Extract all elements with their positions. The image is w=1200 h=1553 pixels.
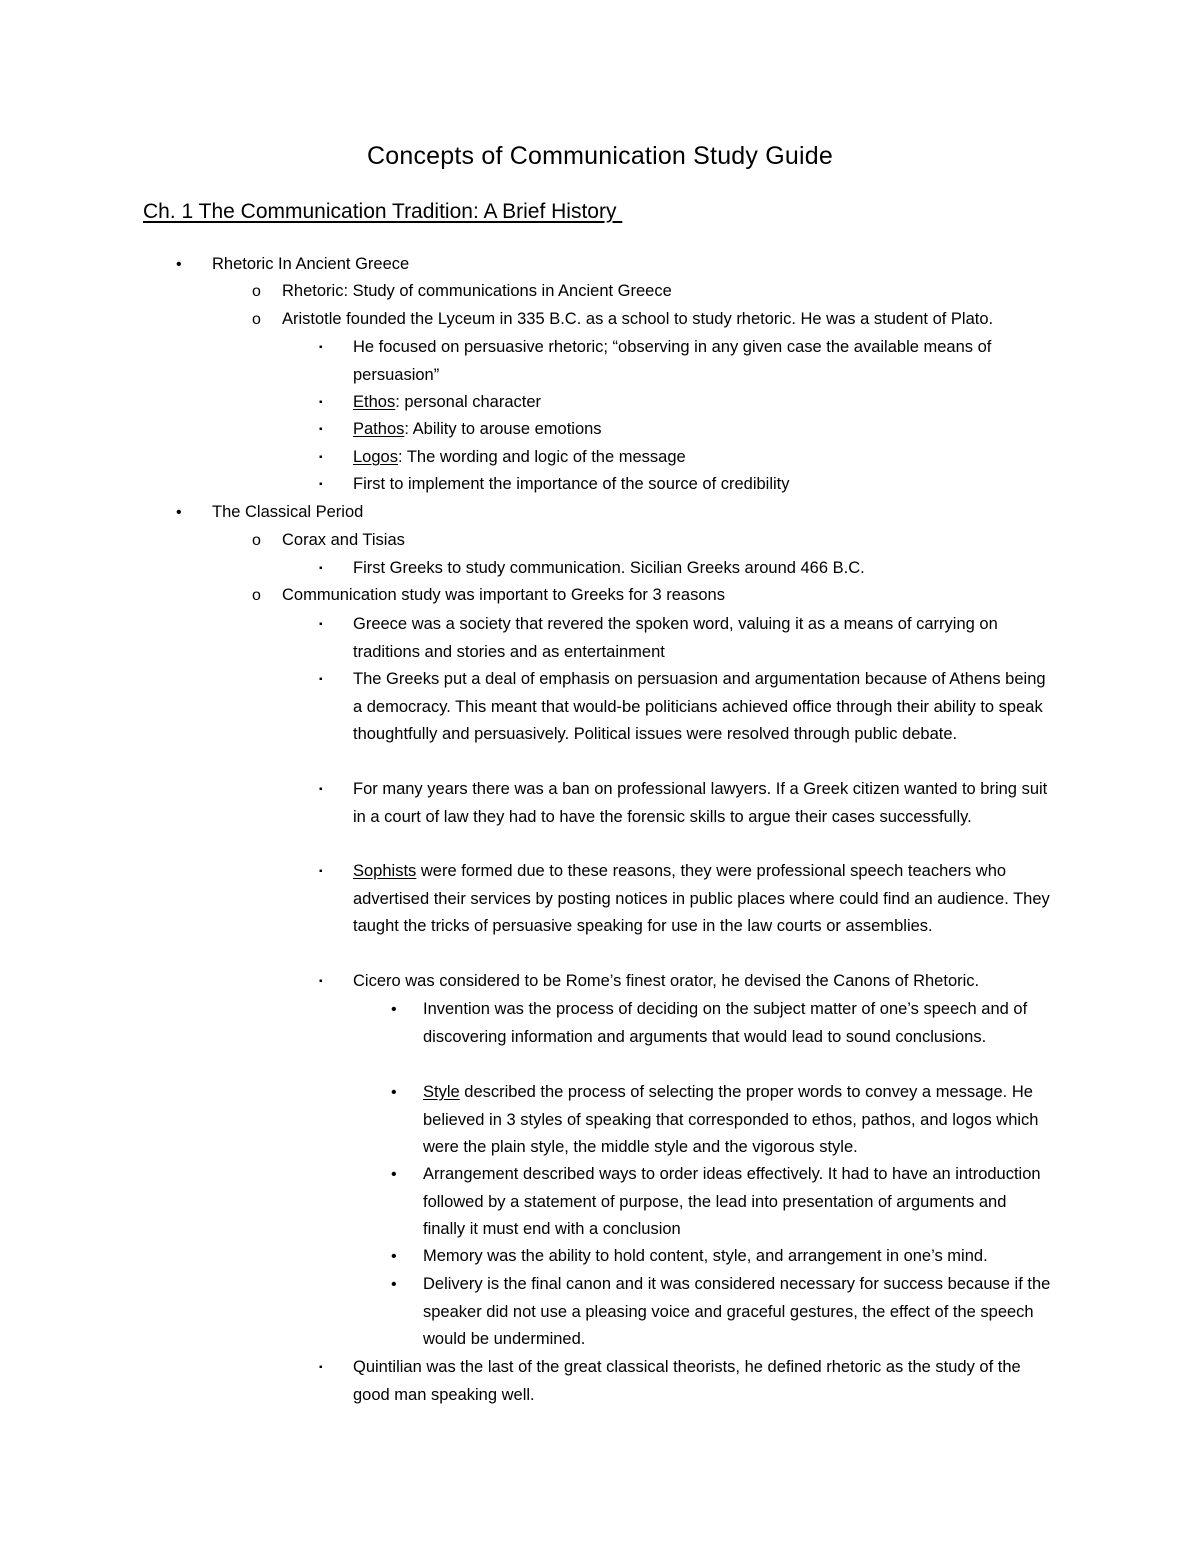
- bullet-marker: o: [252, 587, 261, 604]
- bullet-marker: ▪: [319, 479, 323, 490]
- bullet-marker: o: [252, 311, 261, 328]
- list-item: [391, 1079, 1053, 1162]
- list-item: [176, 499, 364, 527]
- list-item: [319, 444, 686, 472]
- list-item: [319, 1354, 1058, 1409]
- list-item-text: Arrangement described ways to order ideas effectively. It had to have an introduction followed by a statement of purpose, the lead into presentation of arguments and finally it must end with a conclusion: [423, 1165, 1041, 1238]
- list-item-text: First to implement the importance of the source of credibility: [353, 475, 790, 493]
- bullet-marker: ▪: [319, 674, 323, 685]
- list-item-text: The Greeks put a deal of emphasis on persuasion and argumentation because of Athens being a democracy. This meant that would-be politicians achieved office through their ability to speak thoughtfully and persuasively. Political issues were resolved through public debate.: [353, 670, 1046, 743]
- bullet-marker: •: [391, 1001, 397, 1018]
- list-item: [319, 389, 542, 417]
- list-item: [252, 582, 725, 610]
- list-item: [319, 555, 865, 583]
- bullet-marker: ▪: [319, 397, 323, 408]
- list-item: [391, 1161, 1053, 1244]
- list-item-text: Invention was the process of deciding on the subject matter of one’s speech and of discovering information and arguments that would lead to sound conclusions.: [423, 1000, 1028, 1046]
- term-sophists: Sophists: [353, 862, 417, 880]
- term-definition: described the process of selecting the proper words to convey a message. He believed in 3 styles of speaking that corresponded to ethos, pathos, and logos which were the plain style, the middle style and the vigorous style.: [423, 1083, 1039, 1156]
- bullet-marker: o: [252, 532, 261, 549]
- list-item-text: Corax and Tisias: [282, 531, 405, 549]
- bullet-marker: •: [391, 1248, 397, 1265]
- list-item: [319, 611, 1053, 666]
- term-definition: : Ability to arouse emotions: [404, 420, 602, 438]
- term-definition: : The wording and logic of the message: [397, 448, 686, 466]
- list-item-text: For many years there was a ban on professional lawyers. If a Greek citizen wanted to bring suit in a court of law they had to have the forensic skills to argue their cases successfully.: [353, 780, 1048, 826]
- bullet-marker: ▪: [319, 1362, 323, 1373]
- list-item-text: He focused on persuasive rhetoric; “observing in any given case the available means of persuasion”: [353, 338, 992, 384]
- bullet-marker: ▪: [319, 784, 323, 795]
- list-item: [252, 527, 405, 555]
- term-definition: were formed due to these reasons, they were professional speech teachers who advertised their services by posting notices in public places where could find an audience. They taught the tricks of persuasive speaking for use in the law courts or assemblies.: [353, 862, 1050, 935]
- list-item: [391, 1271, 1053, 1354]
- term-style: Style: [423, 1083, 460, 1101]
- bullet-marker: ▪: [319, 424, 323, 435]
- list-item: [391, 1243, 1063, 1271]
- list-item-text: Aristotle founded the Lyceum in 335 B.C. as a school to study rhetoric. He was a student of Plato.: [282, 310, 994, 328]
- list-item-text: Quintilian was the last of the great classical theorists, he defined rhetoric as the study of the good man speaking well.: [353, 1358, 1021, 1404]
- bullet-marker: •: [391, 1166, 397, 1183]
- bullet-marker: ▪: [319, 563, 323, 574]
- bullet-marker: o: [252, 283, 261, 300]
- term-definition: : personal character: [395, 393, 542, 411]
- list-item: [319, 334, 1053, 389]
- list-item-text: Cicero was considered to be Rome’s finest orator, he devised the Canons of Rhetoric.: [353, 972, 980, 990]
- list-item: [319, 776, 1053, 831]
- chapter-heading: Ch. 1 The Communication Tradition: A Brief History: [143, 200, 623, 223]
- term-pathos: Pathos: [353, 420, 405, 438]
- bullet-marker: •: [176, 256, 182, 273]
- bullet-marker: ▪: [319, 452, 323, 463]
- list-item: [252, 278, 672, 306]
- list-item: [319, 471, 790, 499]
- list-item: [319, 858, 1053, 941]
- list-item-text: Memory was the ability to hold content, style, and arrangement in one’s mind.: [423, 1247, 988, 1265]
- list-item-text: Rhetoric: Study of communications in Ancient Greece: [282, 282, 672, 300]
- bullet-marker: •: [391, 1084, 397, 1101]
- list-item-text: Greece was a society that revered the spoken word, valuing it as a means of carrying on traditions and stories and as entertainment: [353, 615, 998, 661]
- list-item-text: Delivery is the final canon and it was considered necessary for success because if the speaker did not use a pleasing voice and graceful gestures, the effect of the speech would be undermined.: [423, 1275, 1051, 1348]
- term-logos: Logos: [353, 448, 398, 466]
- list-item: [176, 251, 410, 279]
- bullet-marker: ▪: [319, 866, 323, 877]
- list-item-text: Rhetoric In Ancient Greece: [212, 255, 410, 273]
- list-item: [252, 306, 1062, 334]
- bullet-marker: ▪: [319, 619, 323, 630]
- bullet-marker: ▪: [319, 976, 323, 987]
- list-item: [319, 416, 602, 444]
- list-item: [391, 996, 1053, 1051]
- document-title: Concepts of Communication Study Guide: [367, 142, 833, 170]
- term-ethos: Ethos: [353, 393, 396, 411]
- list-item-text: First Greeks to study communication. Sicilian Greeks around 466 B.C.: [353, 559, 865, 577]
- bullet-marker: •: [176, 504, 182, 521]
- list-item: [319, 968, 1053, 996]
- bullet-marker: ▪: [319, 342, 323, 353]
- bullet-marker: •: [391, 1276, 397, 1293]
- list-item: [319, 666, 1053, 749]
- list-item-text: The Classical Period: [212, 503, 364, 521]
- list-item-text: Communication study was important to Greeks for 3 reasons: [282, 586, 725, 604]
